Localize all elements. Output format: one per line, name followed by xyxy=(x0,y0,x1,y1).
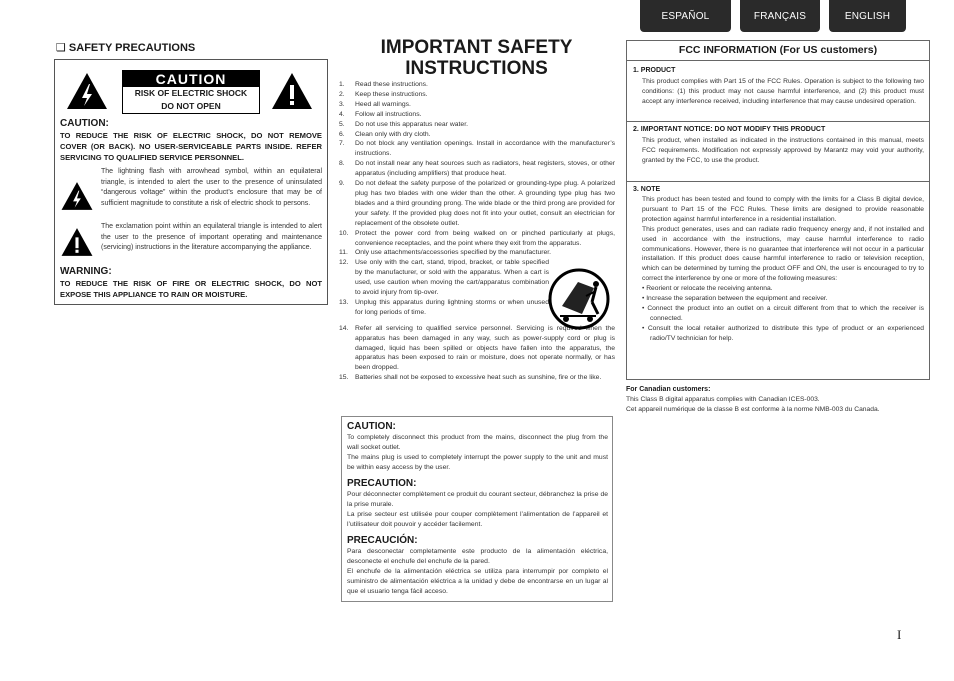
precaution-heading-fr: PRECAUTION: xyxy=(347,478,417,489)
canada-text-en: This Class B digital apparatus complies with Canadian ICES-003. xyxy=(626,396,820,403)
list-item: 6. Clean only with dry cloth. xyxy=(339,130,431,138)
list-item: 3. Heed all warnings. xyxy=(339,100,411,108)
precaution-p1-fr: Pour déconnecter complètement ce produit du courant secteur, débranchez la prise de la prise murale. xyxy=(347,491,608,509)
fcc-section-note xyxy=(627,182,929,380)
fcc-note-bullet-4: • Consult the local retailer authorized to distribute this type of product or an experienced radio/TV technician for help. xyxy=(642,324,924,342)
list-item: 7. Do not block any ventilation openings. Install in accordance with the manufacturer’s instructions. xyxy=(339,140,615,158)
lightning-symbol-icon xyxy=(60,180,94,212)
exclamation-symbol-icon xyxy=(60,226,94,258)
fcc-note-bullet-1: • Reorient or relocate the receiving antenna. xyxy=(642,285,773,293)
list-item: 15. Batteries shall not be exposed to excessive heat such as sunshine, fire or the like. xyxy=(339,374,602,382)
fcc-note-bullet-2: • Increase the separation between the equipment and receiver. xyxy=(642,295,828,303)
fcc-notice-text: This product, when installed as indicated in the instructions contained in this manual, meets FCC requirements. Modification not expressly approved by Marantz may void your authority, granted by the FCC, to use the product. xyxy=(642,137,924,164)
precaucion-p2-es: El enchufe de la alimentación eléctrica se utiliza para interrumpir por completo el suministro de alimentación eléctrica a la unidad y debe de encontrarse en un lugar al que el usuario tenga fácil acceso. xyxy=(347,568,608,596)
list-item: 11. Only use attachments/accessories specified by the manufacturer. xyxy=(339,249,552,257)
instructions-list xyxy=(339,80,615,383)
fcc-note-bullet-3: • Connect the product into an outlet on a circuit different from that to which the receiver is connected. xyxy=(642,304,924,322)
tab-francais[interactable]: FRANÇAIS xyxy=(740,0,820,32)
section-title: ❑ SAFETY PRECAUTIONS xyxy=(56,42,196,54)
list-item: 1. Read these instructions. xyxy=(339,81,428,88)
exclamation-warning-icon xyxy=(270,71,314,111)
fcc-notice-heading: 2. IMPORTANT NOTICE: DO NOT MODIFY THIS PRODUCT xyxy=(633,126,826,133)
caution-p1-en: To completely disconnect this product from the mains, disconnect the plug from the wall socket outlet. xyxy=(347,434,608,452)
caution-text: TO REDUCE THE RISK OF ELECTRIC SHOCK, DO NOT REMOVE COVER (OR BACK). NO USER-SERVICEABLE PARTS INSIDE. REFER SERVICING TO QUALIFIED SERVICE PERSONNEL. xyxy=(60,131,322,162)
list-item: 2. Keep these instructions. xyxy=(339,90,428,98)
list-item: 12. Use only with the cart, stand, tripod, bracket, or table specified by the manufacturer, or sold with the apparatus. When a cart is used, use caution when moving the cart/apparatus combination to avoid injury from tip-over. xyxy=(339,259,549,297)
fcc-product-heading: 1. PRODUCT xyxy=(633,67,676,74)
list-item: 8. Do not install near any heat sources such as radiators, heat registers, stoves, or other apparatus (including amplifiers) that produce heat. xyxy=(339,160,615,178)
fcc-section-notice xyxy=(627,122,929,182)
caution-heading: CAUTION: xyxy=(60,118,109,129)
list-item: 14. Refer all servicing to qualified service personnel. Servicing is required when the apparatus has been damaged in any way, such as power-supply cord or plug is damaged, liquid has been spilled or objects have fallen into the apparatus, the apparatus has been exposed to rain or moisture, does not operate normally, or has been dropped. xyxy=(339,324,615,372)
fcc-section-product xyxy=(627,61,929,122)
list-item: 13. Unplug this apparatus during lightning storms or when unused for long periods of time. xyxy=(339,298,549,316)
caution-p2-en: The mains plug is used to completely interrupt the power supply to the unit and must be within easy access by the user. xyxy=(347,454,608,472)
list-item: 5. Do not use this apparatus near water. xyxy=(339,120,468,128)
tab-english[interactable]: ENGLISH xyxy=(829,0,906,32)
caution-heading-en: CAUTION: xyxy=(347,421,396,432)
safety-precautions-box xyxy=(54,59,328,305)
lightning-symbol-text: The lightning flash with arrowhead symbol, within an equilateral triangle, is intended to alert the user to the presence of uninsulated “dangerous voltage” within the product’s enclosure that may be of sufficient magnitude to constitute a risk of electric shock to persons. xyxy=(101,168,322,207)
fcc-note-heading: 3. NOTE xyxy=(633,186,661,193)
precaucion-p1-es: Para desconectar completamente este producto de la alimentación eléctrica, desconecte el enchufe del enchufe de la pared. xyxy=(347,548,608,566)
cart-tipover-icon xyxy=(548,266,610,332)
caution-label xyxy=(122,70,260,114)
fcc-product-text: This product complies with Part 15 of the FCC Rules. Operation is subject to the following two conditions: (1) this product may not cause harmful interference, and (2) this product must accept any interference received, including interference that may cause undesired operation. xyxy=(642,78,924,105)
tab-espanol[interactable]: ESPAÑOL xyxy=(640,0,731,32)
warning-heading: WARNING: xyxy=(60,266,112,277)
precaucion-heading-es: PRECAUCIÓN: xyxy=(347,535,418,546)
warning-text: TO REDUCE THE RISK OF FIRE OR ELECTRIC SHOCK, DO NOT EXPOSE THIS APPLIANCE TO RAIN OR MOISTURE. xyxy=(60,279,322,299)
lightning-warning-icon xyxy=(65,71,109,111)
caution-label-line2: DO NOT OPEN xyxy=(161,100,221,111)
canada-heading: For Canadian customers: xyxy=(626,386,711,393)
precaution-p2-fr: La prise secteur est utilisée pour couper complètement l’alimentation de l’appareil et l’utilisateur doit pouvoir y accéder facilement. xyxy=(347,511,608,529)
canada-text xyxy=(626,395,930,414)
list-item: 4. Follow all instructions. xyxy=(339,110,422,118)
page-title: IMPORTANT SAFETY INSTRUCTIONS xyxy=(380,37,573,79)
fcc-information-box xyxy=(626,40,930,380)
fcc-note-p2: This product generates, uses and can radiate radio frequency energy and, if not installed and used in accordance with the instructions, may cause harmful interference to radio communications. However, there is no guarantee that interference will not occur in a particular installation. If this product does cause harmful interference to radio or television reception, which can be determined by turning the product OFF and ON, the user is encouraged to try to correct the interference by one or more of the following measures: xyxy=(642,225,924,283)
exclamation-symbol-text: The exclamation point within an equilateral triangle is intended to alert the user to the presence of important operating and maintenance (servicing) instructions in the literature accompanying the appliance. xyxy=(101,223,322,251)
list-item: 10. Protect the power cord from being walked on or pinched particularly at plugs, convenience receptacles, and the point where they exit from the apparatus. xyxy=(339,229,615,247)
caution-label-line1: RISK OF ELECTRIC SHOCK xyxy=(134,88,248,98)
fcc-note-p1: This product has been tested and found to comply with the limits for a Class B digital device, pursuant to Part 15 of the FCC Rules. These limits are designed to provide reasonable protection against harmful interference in a residential installation. xyxy=(642,196,924,223)
list-item: 9. Do not defeat the safety purpose of the polarized or grounding-type plug. A polarized plug has two blades with one wider than the other. A grounding type plug has two blades and a third grounding prong. The wide blade or the third prong are provided for your safety. If the provided plug does not fit into your outlet, consult an electrician for replacement of the obsolete outlet. xyxy=(339,180,615,227)
fcc-title: FCC INFORMATION (For US customers) xyxy=(627,41,929,61)
disconnect-caution-box xyxy=(341,416,613,602)
canada-text-fr: Cet appareil numérique de la classe B est conforme à la norme NMB-003 du Canada. xyxy=(626,405,880,413)
caution-label-header: CAUTION xyxy=(123,71,259,87)
page-number: I xyxy=(897,627,902,642)
fcc-note-text xyxy=(642,195,924,344)
